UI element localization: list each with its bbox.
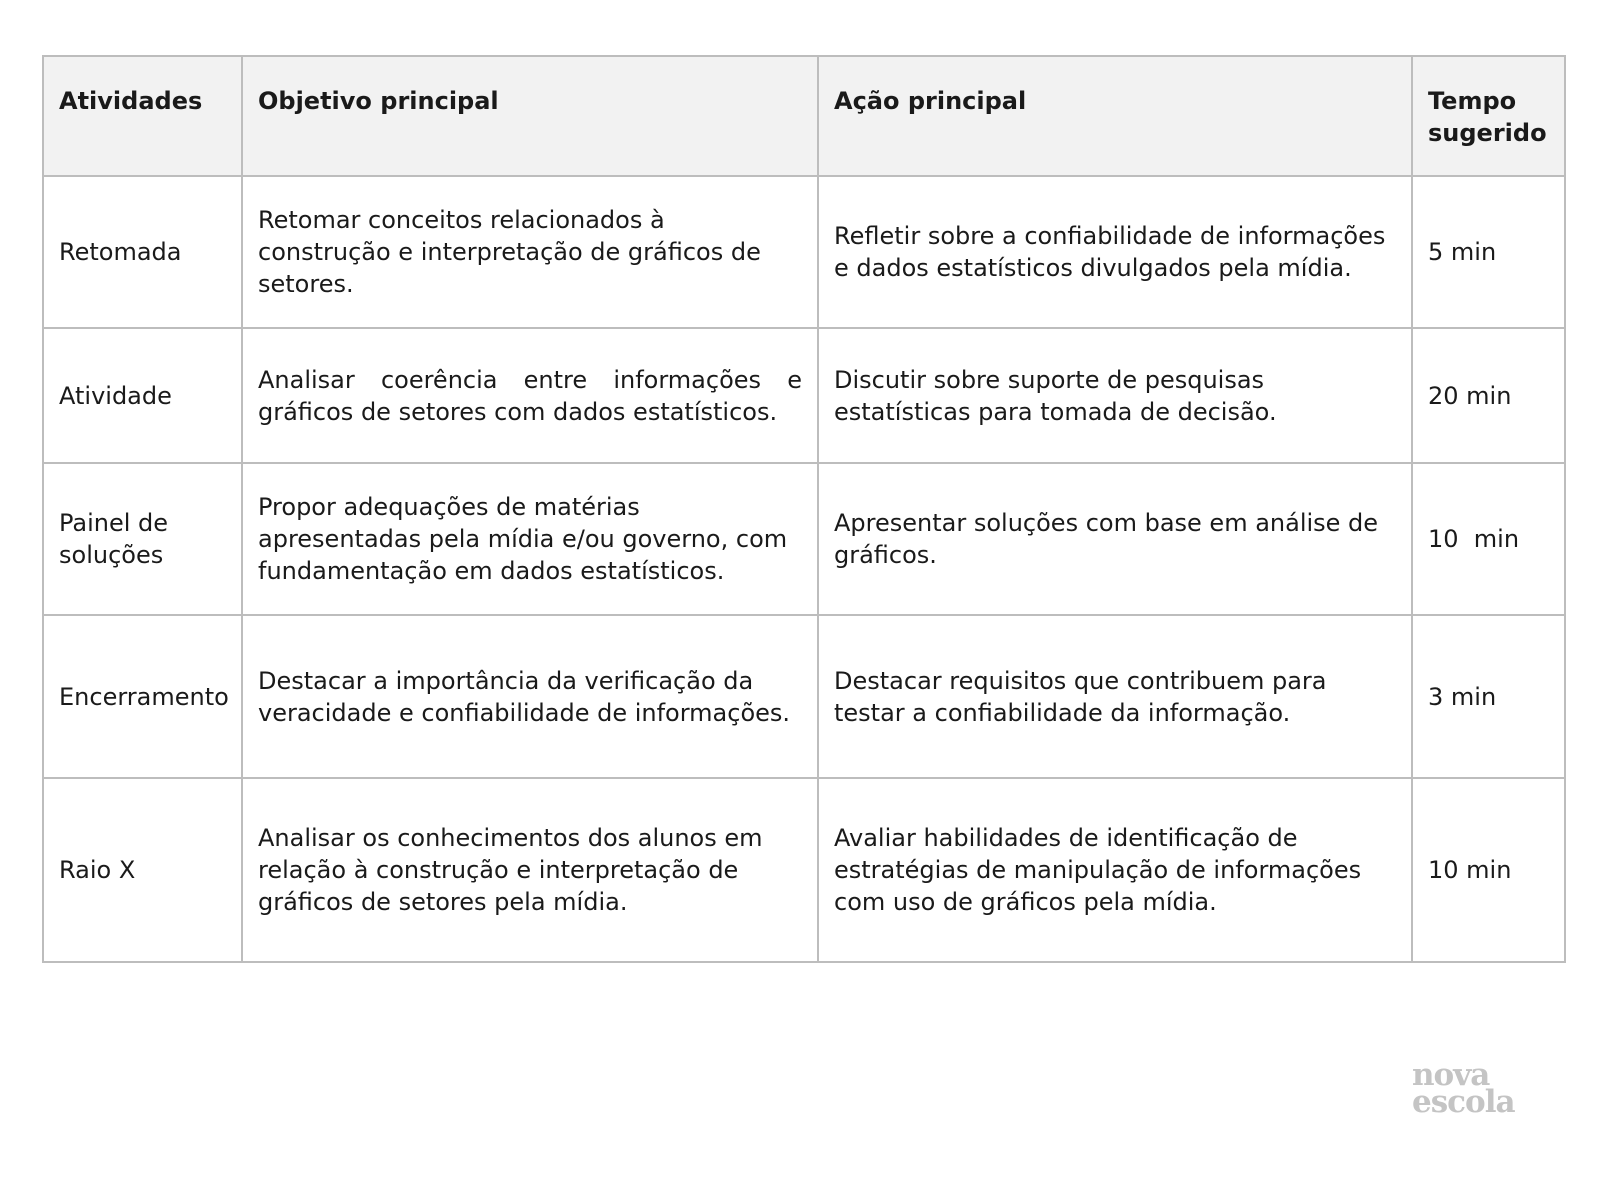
cell-objetivo: Analisar coerência entre informações e gráficos de setores com dados estatísticos. [242,328,818,463]
cell-atividade: Painel de soluções [43,463,242,615]
cell-acao: Avaliar habilidades de identificação de estratégias de manipulação de informações com uso de gráficos pela mídia. [818,778,1412,962]
cell-objetivo: Propor adequações de matérias apresentadas pela mídia e/ou governo, com fundamentação em dados estatísticos. [242,463,818,615]
cell-tempo: 20 min [1412,328,1565,463]
cell-acao: Destacar requisitos que contribuem para testar a confiabilidade da informação. [818,615,1412,778]
table-row [43,778,1565,962]
cell-atividade: Retomada [43,176,242,328]
table-header [43,56,1565,176]
cell-objetivo: Destacar a importância da verificação da veracidade e confiabilidade de informações. [242,615,818,778]
cell-atividade: Raio X [43,778,242,962]
cell-acao: Discutir sobre suporte de pesquisas estatísticas para tomada de decisão. [818,328,1412,463]
table-row [43,176,1565,328]
logo-line-nova: nova [1412,1057,1490,1093]
cell-tempo: 10 min [1412,463,1565,615]
table-body [43,176,1565,962]
cell-atividade: Encerramento [43,615,242,778]
logo-line-escola: escola [1412,1084,1515,1120]
cell-tempo: 5 min [1412,176,1565,328]
cell-objetivo: Retomar conceitos relacionados à construção e interpretação de gráficos de setores. [242,176,818,328]
cell-objetivo: Analisar os conhecimentos dos alunos em relação à construção e interpretação de gráficos de setores pela mídia. [242,778,818,962]
header-tempo: Tempo sugerido [1412,56,1565,176]
cell-acao: Apresentar soluções com base em análise de gráficos. [818,463,1412,615]
lesson-plan-table [42,55,1566,963]
cell-tempo: 10 min [1412,778,1565,962]
header-row [43,56,1565,176]
table-row [43,615,1565,778]
header-atividades: Atividades [43,56,242,176]
header-objetivo: Objetivo principal [242,56,818,176]
nova-escola-logo [1412,1057,1537,1120]
cell-atividade: Atividade [43,328,242,463]
cell-tempo: 3 min [1412,615,1565,778]
header-acao: Ação principal [818,56,1412,176]
table-row [43,463,1565,615]
cell-acao: Refletir sobre a confiabilidade de informações e dados estatísticos divulgados pela mídia. [818,176,1412,328]
table-row [43,328,1565,463]
